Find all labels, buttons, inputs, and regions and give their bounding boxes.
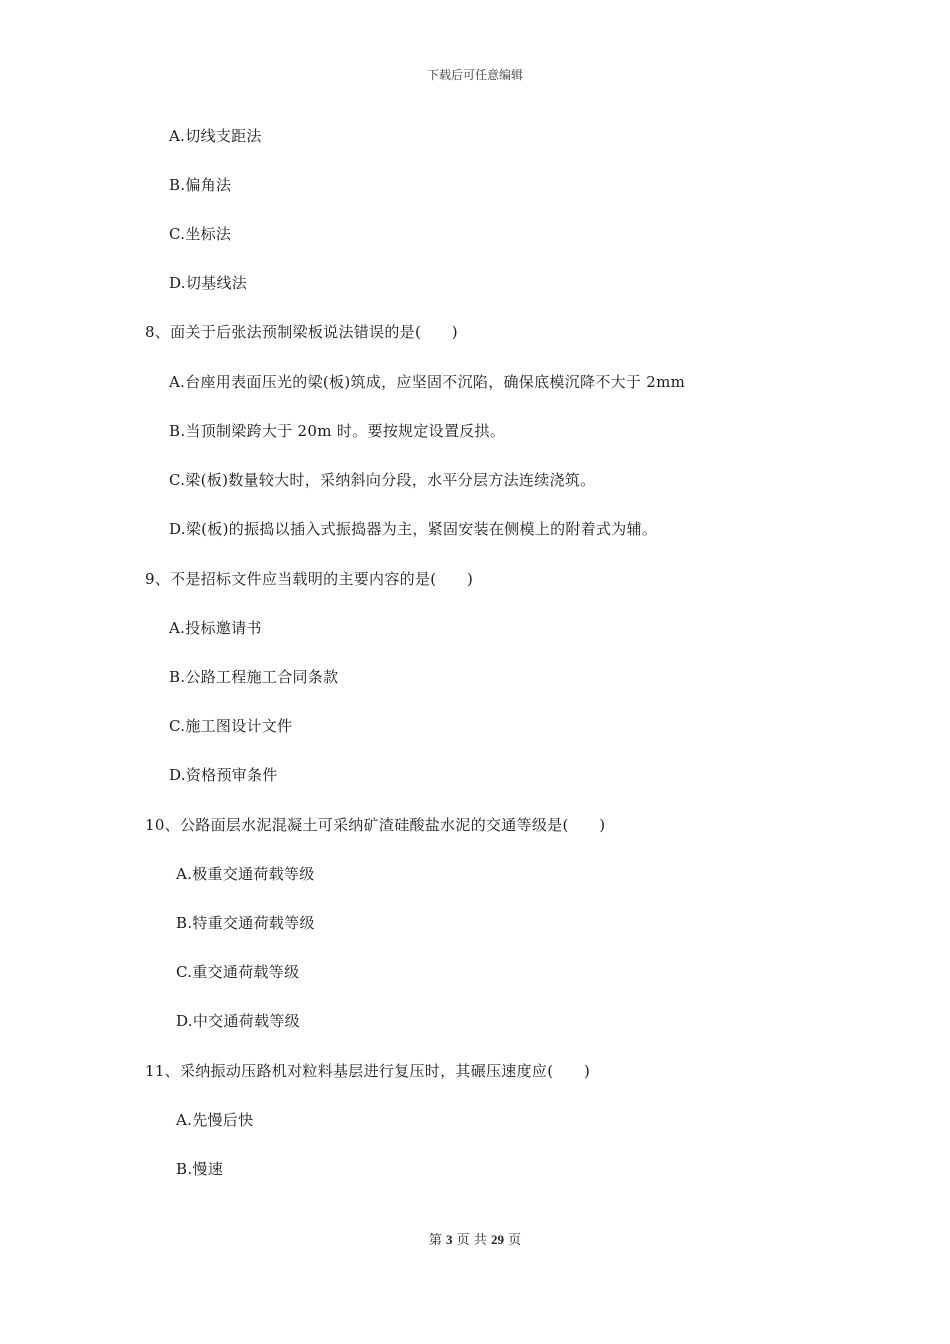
footer-middle: 页 共 — [456, 1233, 487, 1248]
question-text: 10、公路面层水泥混凝土可采纳矿渣硅酸盐水泥的交通等级是( ) — [145, 816, 606, 834]
option-text: C.重交通荷载等级 — [176, 963, 300, 981]
page-header: 下载后可任意编辑 — [426, 68, 523, 82]
option-text: A.台座用表面压光的梁(板)筑成，应坚固不沉陷，确保底模沉降不大于 2mm — [169, 373, 686, 391]
option-text: B.特重交通荷载等级 — [176, 914, 315, 932]
option-text: A.极重交通荷载等级 — [176, 865, 315, 883]
option-text: C.施工图设计文件 — [169, 717, 293, 735]
footer-total-pages: 29 — [490, 1232, 504, 1247]
option-text: D.切基线法 — [169, 274, 248, 292]
option-text: A.先慢后快 — [176, 1111, 254, 1129]
option-text: C.梁(板)数量较大时，采纳斜向分段，水平分层方法连续浇筑。 — [169, 471, 596, 489]
option-text: D.梁(板)的振捣以插入式振捣器为主，紧固安装在侧模上的附着式为辅。 — [169, 520, 658, 538]
option-text: D.中交通荷载等级 — [176, 1012, 300, 1030]
question-text: 9、不是招标文件应当载明的主要内容的是( ) — [145, 570, 474, 588]
option-text: A.切线支距法 — [169, 127, 262, 145]
question-text: 11、采纳振动压路机对粒料基层进行复压时，其碾压速度应( ) — [145, 1062, 591, 1080]
footer-suffix: 页 — [508, 1233, 522, 1248]
option-text: A.投标邀请书 — [169, 619, 262, 637]
page-footer — [0, 1229, 950, 1248]
option-text: D.资格预审条件 — [169, 766, 278, 784]
footer-page-number: 3 — [446, 1232, 453, 1247]
option-text: B.偏角法 — [169, 176, 232, 194]
option-text: C.坐标法 — [169, 225, 232, 243]
option-text: B.慢速 — [176, 1160, 223, 1178]
footer-prefix: 第 — [428, 1233, 442, 1248]
option-text: B.当顶制梁跨大于 20m 时。要按规定设置反拱。 — [169, 422, 506, 440]
question-text: 8、面关于后张法预制梁板说法错误的是( ) — [145, 323, 458, 341]
option-text: B.公路工程施工合同条款 — [169, 668, 339, 686]
